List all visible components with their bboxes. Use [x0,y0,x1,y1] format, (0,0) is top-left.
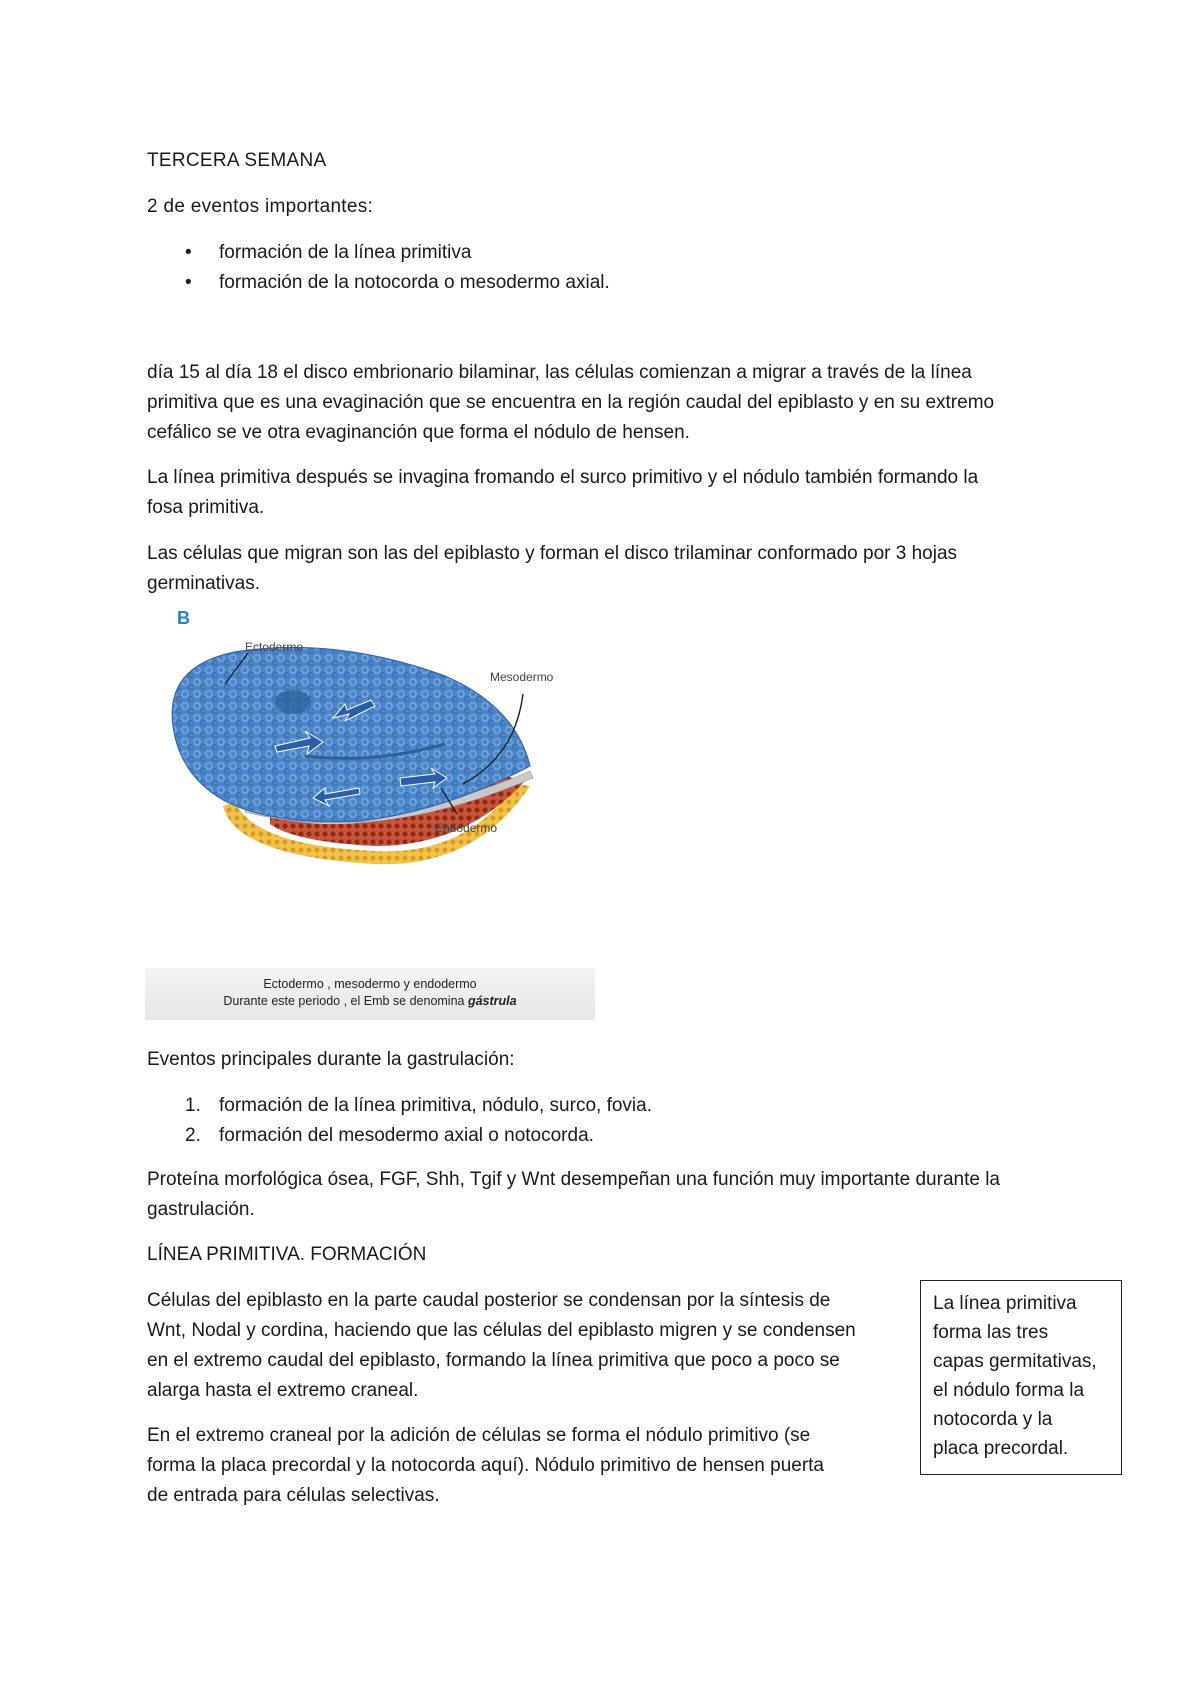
text-line: gastrulación. [147,1199,255,1220]
text-line: fosa primitiva. [147,497,265,518]
page-title: TERCERA SEMANA [147,150,327,171]
text-line: día 15 al día 18 el disco embrionario bilaminar, las células comienzan a migrar a través de la línea [147,362,972,383]
text-line: Proteína morfológica ósea, FGF, Shh, Tgif y Wnt desempeñan una función muy importante durante la [147,1169,1000,1190]
caption-line-2: Durante este periodo , el Emb se denomina [223,994,468,1008]
side-note-line: el nódulo forma la [933,1380,1085,1401]
side-note-line: capas germitativas, [933,1351,1097,1372]
text-line: alarga hasta el extremo craneal. [147,1380,419,1401]
text-line: cefálico se ve otra evaginanción que forma el nódulo de hensen. [147,422,690,443]
list-item-text: formación del mesodermo axial o notocorda. [219,1125,594,1146]
label-ectodermo: Ectodermo [245,640,304,654]
list-item-text: formación de la línea primitiva, nódulo, surco, fovia. [219,1095,652,1116]
list-number: 1. [185,1095,201,1116]
caption-line-1: Ectodermo , mesodermo y endodermo [263,977,477,991]
primitive-pit [275,690,311,714]
section-intro: Eventos principales durante la gastrulación: [147,1049,515,1070]
side-note-box [920,1280,1122,1475]
list-item-text: formación de la línea primitiva [219,242,472,263]
text-line: primitiva que es una evaginación que se encuentra en la región caudal del epiblasto y en su extremo [147,392,995,413]
text-line: de entrada para células selectivas. [147,1485,440,1506]
text-line: Las células que migran son las del epiblasto y forman el disco trilaminar conformado por 3 hojas [147,543,958,564]
figure-caption [145,968,595,1020]
bullet-icon: • [185,272,192,293]
text-line: Wnt, Nodal y cordina, haciendo que las células del epiblasto migren y se condensen [147,1320,856,1341]
intro-text: 2 de eventos importantes: [147,196,374,217]
text-line: En el extremo craneal por la adición de células se forma el nódulo primitivo (se [147,1425,811,1446]
panel-letter: B [177,608,190,628]
bullet-icon: • [185,242,192,263]
side-note-line: placa precordal. [933,1438,1069,1459]
side-note-line: forma las tres [933,1322,1049,1343]
text-line: en el extremo caudal del epiblasto, formando la línea primitiva que poco a poco se [147,1350,840,1371]
list-number: 2. [185,1125,201,1146]
section-heading: LÍNEA PRIMITIVA. FORMACIÓN [147,1244,427,1265]
text-line: Células del epiblasto en la parte caudal posterior se condensan por la síntesis de [147,1290,831,1311]
side-note-line: notocorda y la [933,1409,1053,1430]
list-item-text: formación de la notocorda o mesodermo axial. [219,272,610,293]
embryo-disc-figure [145,606,595,1024]
text-line: germinativas. [147,573,260,594]
caption-emphasis: gástrula [467,994,517,1008]
text-line: forma la placa precordal y la notocorda aquí). Nódulo primitivo de hensen puerta [147,1455,824,1476]
label-mesodermo: Mesodermo [490,670,554,684]
label-endodermo: Endodermo [435,821,498,835]
text-line: La línea primitiva después se invagina fromando el surco primitivo y el nódulo también formando la [147,467,979,488]
side-note-line: La línea primitiva [933,1293,1077,1314]
